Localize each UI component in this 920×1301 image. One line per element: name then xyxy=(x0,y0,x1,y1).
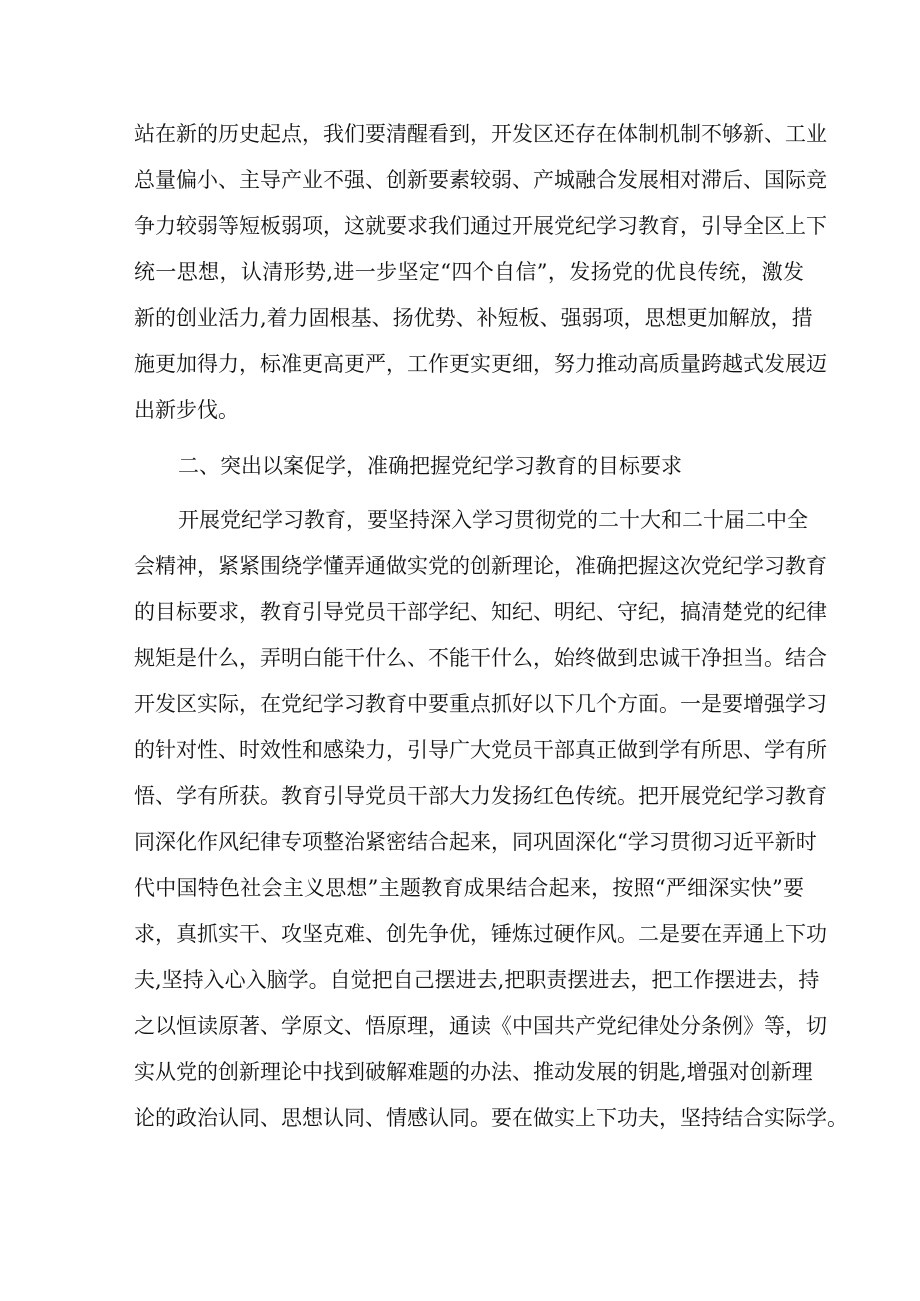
paragraph-2-line-6: 的针对性、时效性和感染力，引导广大党员干部真正做到学有所思、学有所 xyxy=(134,738,827,762)
paragraph-2-line-14: 论的政治认同、思想认同、情感认同。要在做实上下功夫，坚持结合实际学。 xyxy=(134,1106,848,1130)
paragraph-2-line-1: 开展党纪学习教育，要坚持深入学习贯彻党的二十大和二十届二中全 xyxy=(178,508,808,532)
paragraph-2-line-3: 的目标要求，教育引导党员干部学纪、知纪、明纪、守纪，搞清楚党的纪律 xyxy=(134,600,827,624)
paragraph-1-line-3: 争力较弱等短板弱项，这就要求我们通过开展党纪学习教育，引导全区上下 xyxy=(134,214,827,238)
paragraph-2-line-11: 夫,坚持入心入脑学。自觉把自己摆进去,把职责摆进去，把工作摆进去，持 xyxy=(134,968,820,992)
paragraph-1-line-6: 施更加得力，标准更高更严，工作更实更细，努力推动高质量跨越式发展迈 xyxy=(134,352,827,376)
paragraph-1-line-5: 新的创业活力,着力固根基、扬优势、补短板、强弱项，思想更加解放，措 xyxy=(134,306,813,330)
paragraph-2-line-7: 悟、学有所获。教育引导党员干部大力发扬红色传统。把开展党纪学习教育 xyxy=(134,784,827,808)
paragraph-2-line-4: 规矩是什么，弄明白能干什么、不能干什么，始终做到忠诚干净担当。结合 xyxy=(134,646,827,670)
paragraph-2-line-2: 会精神，紧紧围绕学懂弄通做实党的创新理论，准确把握这次党纪学习教育 xyxy=(134,554,827,578)
paragraph-2-line-5: 开发区实际，在党纪学习教育中要重点抓好以下几个方面。一是要增强学习 xyxy=(134,692,827,716)
paragraph-2-line-9: 代中国特色社会主义思想”主题教育成果结合起来，按照“严细深实快”要 xyxy=(134,876,804,900)
paragraph-1-line-4: 统一思想，认清形势,进一步坚定“四个自信”，发扬党的优良传统，激发 xyxy=(134,260,804,284)
paragraph-2-line-10: 求，真抓实干、攻坚克难、创先争优，锤炼过硬作风。二是要在弄通上下功 xyxy=(134,922,827,946)
paragraph-2-line-13: 实从党的创新理论中找到破解难题的办法、推动发展的钥匙,增强对创新理 xyxy=(134,1060,813,1084)
paragraph-1-line-2: 总量偏小、主导产业不强、创新要素较弱、产城融合发展相对滞后、国际竞 xyxy=(134,168,827,192)
paragraph-1-line-1: 站在新的历史起点，我们要清醒看到，开发区还存在体制机制不够新、工业 xyxy=(134,122,827,146)
paragraph-1-line-7: 出新步伐。 xyxy=(134,398,239,422)
paragraph-2-line-12: 之以恒读原著、学原文、悟原理，通读《中国共产党纪律处分条例》等，切 xyxy=(134,1014,827,1038)
paragraph-2-line-8: 同深化作风纪律专项整治紧密结合起来，同巩固深化“学习贯彻习近平新时 xyxy=(134,830,817,854)
section-heading-2: 二、突出以案促学，准确把握党纪学习教育的目标要求 xyxy=(178,454,682,478)
